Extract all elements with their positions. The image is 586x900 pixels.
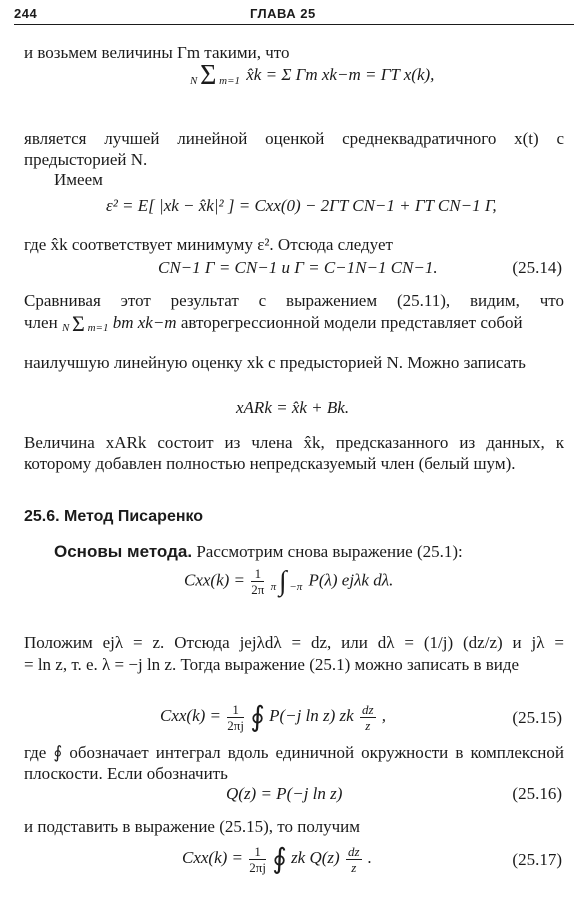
integral-limits: π ∫ −π <box>270 565 303 597</box>
contour-integral-icon-b: ∮ <box>272 844 287 875</box>
equation-25-15: Cxx(k) = $\frac{1}{2\pi j}$ ∮ P(−j ln z) zk $\frac{dz}{z}$ , <box>160 701 387 733</box>
equation-25-14: CN−1 Γ = CN−1 и Γ = C−1N−1 CN−1. <box>158 258 438 277</box>
equation-number-25-17: (25.17) <box>512 850 562 869</box>
equation-epsilon: ε² = E[ |xk − x̂k|² ] = Cxx(0) − 2ΓT CN−1 + ΓT CN−1 Γ, <box>106 196 497 215</box>
equation-ar: xARk = x̂k + Bk. <box>236 398 350 417</box>
equation-25-16: Q(z) = P(−j ln z) <box>226 784 343 803</box>
paragraph-white-noise: Величина xARk состоит из члена x̂k, предсказанного из данных, к которому добавлен полностью непредсказуемый член (белый шум). <box>24 433 564 473</box>
equation-number-25-14: (25.14) <box>512 258 562 277</box>
paragraph-intro: и возьмем величины Γm такими, что <box>24 43 290 62</box>
equation-25-17: Cxx(k) = $\frac{1}{2\pi j}$ ∮ zk Q(z) $\frac{dz}{z}$ . <box>182 843 373 875</box>
paragraph-minimum: где x̂k соответствует минимуму ε². Отсюда следует <box>24 235 393 254</box>
equation-number-25-15: (25.15) <box>512 708 562 727</box>
fraction-dz-z-b: $\frac{dz}{z}$ <box>347 843 360 875</box>
equation-number-25-16: (25.16) <box>512 784 562 803</box>
paragraph-substitute: и подставить в выражение (25.15), то получим <box>24 817 361 836</box>
paragraph-contour: где ∮ обозначает интеграл вдоль единичной окружности в комплексной плоскости. Если обозначить <box>24 743 564 783</box>
contour-integral-icon: ∮ <box>250 702 265 733</box>
paragraph-we-have: Имеем <box>54 170 103 189</box>
inline-sum: N Σ m=1 <box>61 311 109 337</box>
fraction-1-2pij-b: $\frac{1}{2\pi j}$ <box>249 843 266 875</box>
header-rule <box>14 24 574 25</box>
paragraph-compare-line3: наилучшую линейную оценку xk с предысторией N. Можно записать <box>24 353 526 372</box>
sum-limits: N Σ m=1 <box>190 60 241 91</box>
equation-25-1: Cxx(k) = $\frac{1}{2\pi}$ π ∫ −π P(λ) ejλk dλ. <box>184 565 394 597</box>
paragraph-substitution-line1: Положим ejλ = z. Отсюда jejλdλ = dz, или dλ = (1/j) (dz/z) и jλ = <box>24 633 564 652</box>
equation-xhat: N Σ m=1 x̂k = Σ Γm xk−m = ΓT x(k), <box>190 60 435 91</box>
section-title: 25.6. Метод Писаренко <box>24 508 204 525</box>
paragraph-method-basis: Основы метода. Рассмотрим снова выражение (25.1): <box>54 542 463 561</box>
fraction-1-2pi: $\frac{1}{2\pi}$ <box>251 566 265 597</box>
page-number: 244 <box>14 6 38 21</box>
running-head: ГЛАВА 25 <box>250 6 316 21</box>
fraction-1-2pij: $\frac{1}{2\pi j}$ <box>227 701 244 733</box>
paragraph-substitution-line2: = ln z, т. е. λ = −j ln z. Тогда выражение (25.1) можно записать в виде <box>24 655 520 674</box>
paragraph-compare-line2: член N Σ m=1 bm xk−m авторегрессионной модели представляет собой <box>24 311 523 337</box>
paragraph-compare-line1: Сравнивая этот результат с выражением (25.11), видим, что <box>24 291 564 310</box>
paragraph-best-estimate: является лучшей линейной оценкой среднеквадратичного x(t) с предысторией N. <box>24 129 564 169</box>
fraction-dz-z: $\frac{dz}{z}$ <box>361 701 374 733</box>
